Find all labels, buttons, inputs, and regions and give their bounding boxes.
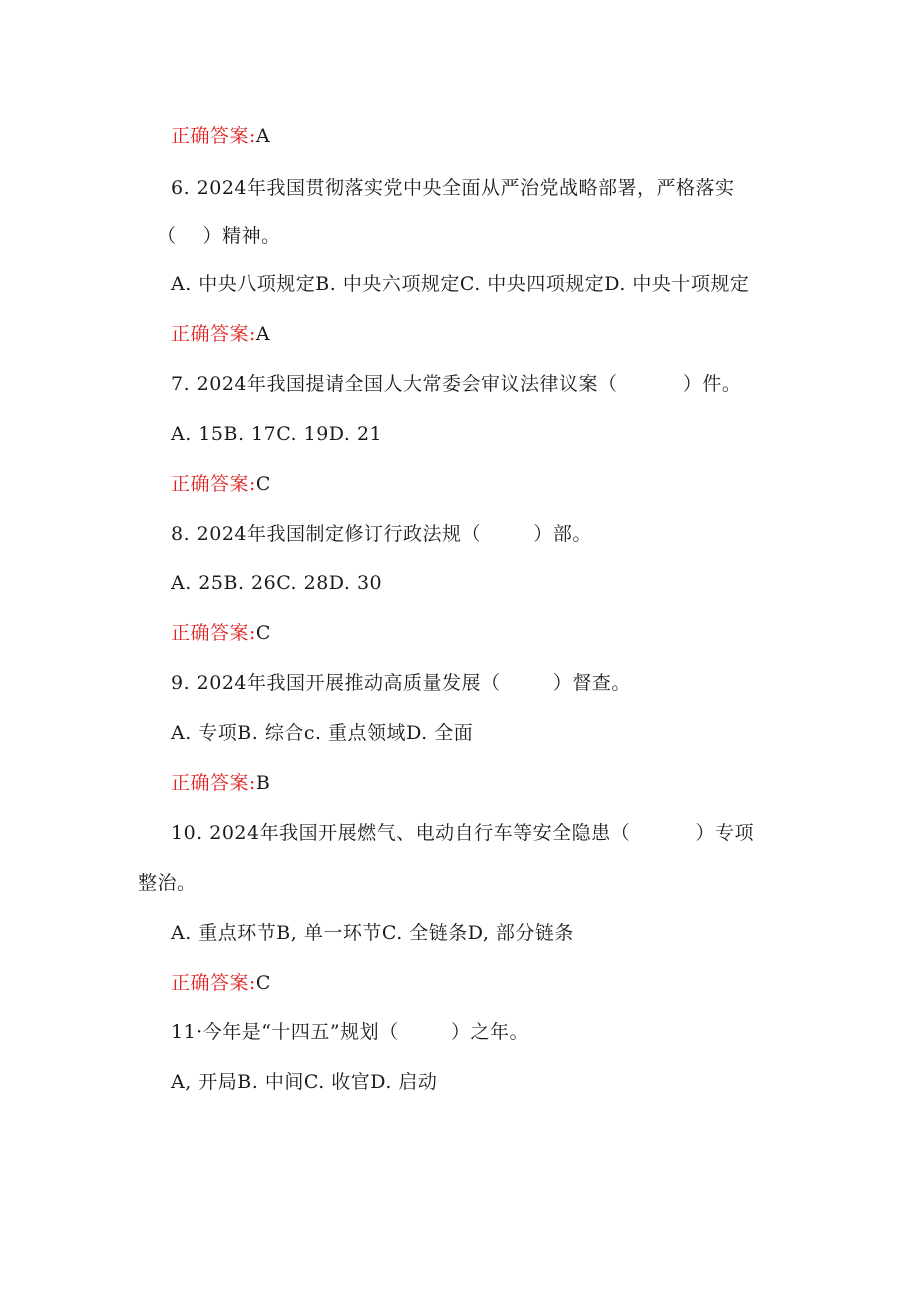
answer-value: A: [255, 323, 271, 345]
question-10-options: A. 重点环节B, 单一环节C. 全链条D, 部分链条: [171, 922, 574, 944]
answer-line-6: [171, 322, 270, 346]
question-9-text: 9. 2024年我国开展推动高质量发展（ ）督查。: [171, 672, 631, 694]
answer-label: 正确答案:: [171, 323, 256, 345]
question-7-options: A. 15B. 17C. 19D. 21: [171, 423, 383, 445]
question-9-options: A. 专项B. 综合c. 重点领域D. 全面: [171, 722, 474, 744]
answer-label: 正确答案:: [171, 473, 256, 495]
answer-line-10: [171, 971, 271, 995]
question-8-options: A. 25B. 26C. 28D. 30: [171, 572, 383, 594]
question-6-text: 6. 2024年我国贯彻落实党中央全面从严治党战略部署，严格落实: [171, 177, 735, 199]
question-6-text-cont: （ ）精神。: [157, 225, 281, 247]
answer-label: 正确答案:: [171, 622, 256, 644]
answer-label: 正确答案:: [171, 772, 256, 794]
answer-line-7: [171, 472, 271, 496]
answer-label: 正确答案:: [171, 125, 256, 147]
question-11-text: 11·今年是“十四五”规划（ ）之年。: [171, 1021, 529, 1043]
answer-line-5: [171, 124, 270, 148]
answer-value: C: [255, 622, 271, 644]
answer-line-8: [171, 621, 271, 645]
answer-value: A: [255, 125, 271, 147]
answer-value: B: [255, 772, 271, 794]
answer-value: C: [255, 473, 271, 495]
question-8-text: 8. 2024年我国制定修订行政法规（ ）部。: [171, 523, 592, 545]
question-6-options: A. 中央八项规定B. 中央六项规定C. 中央四项规定D. 中央十项规定: [171, 273, 750, 295]
answer-label: 正确答案:: [171, 972, 256, 994]
question-10-text: 10. 2024年我国开展燃气、电动自行车等安全隐患（ ）专项: [171, 822, 755, 844]
answer-line-9: [171, 771, 270, 795]
answer-value: C: [255, 972, 271, 994]
question-10-text-cont: 整治。: [138, 872, 197, 894]
question-11-options: A, 开局B. 中间C. 收官D. 启动: [171, 1071, 438, 1093]
question-7-text: 7. 2024年我国提请全国人大常委会审议法律议案（ ）件。: [171, 373, 742, 395]
